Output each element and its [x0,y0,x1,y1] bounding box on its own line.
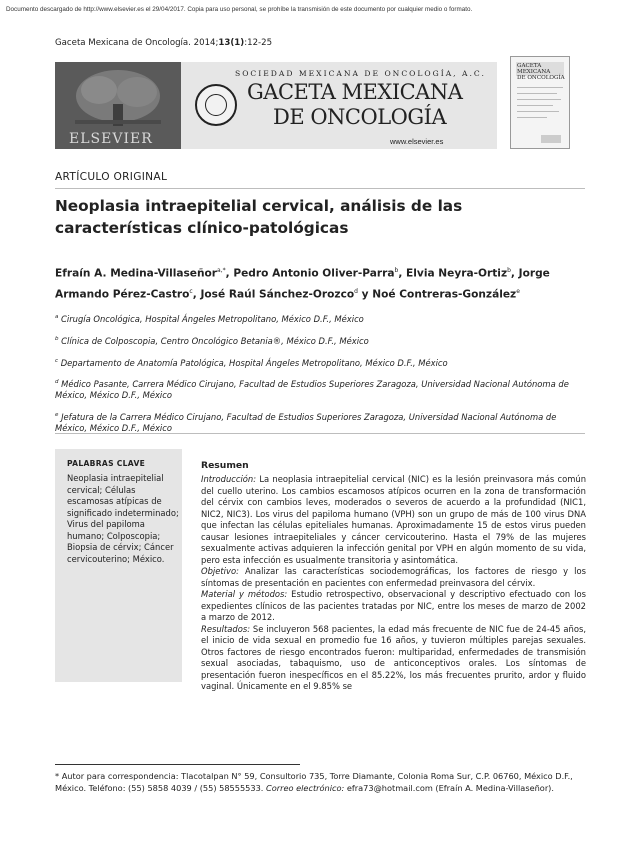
abstract-divider [55,433,585,434]
cover-text-line [517,111,559,112]
abstract-section-label: Objetivo: [201,566,239,576]
author-affiliation-marker: e [516,287,520,295]
abstract-paragraph [201,566,586,589]
cover-text-line [517,117,547,118]
author-name: Elvia Neyra-Ortiz [406,267,508,280]
cover-text-line [517,93,557,94]
abstract-section-label: Introducción: [201,474,257,484]
affiliation-text: Médico Pasante, Carrera Médico Cirujano, Facultad de Estudios Superiores Zaragoza, Universidad Nacional Autónoma de México, México D.F., México [55,379,569,401]
correspondence-footnote [55,770,590,794]
affiliation-marker: c [55,357,59,364]
abstract-section-text: La neoplasia intraepitelial cervical (NIC) es la lesión preinvasora más común del cuello uterino. Los cambios escamosos atípicos ocurren en la zona de transformación del cérvix con cambios leves, moderados o severos de acuerdo a la profundidad (NIC1, NIC2, NIC3). Los virus del papiloma humano (VPH) son un grupo de más de 100 virus DNA que infectan las células epiteliales humanas. Aproximadamente 15 de estos virus pueden causar lesiones intraepiteliales y cáncer cervicouterino. Hasta el 79% de las mujeres sexualmente activas adquieren la infección genital por VPH en algún momento de su vida, pero esta infección es usualmente transitoria y asintomática. [201,474,586,565]
affiliation-marker: e [55,412,59,419]
affiliation-marker: b [55,335,59,342]
affiliation-item [55,312,590,325]
citation-pages: :12-25 [244,38,273,48]
keywords-box [55,449,182,682]
author-affiliation-marker: a,* [217,267,226,274]
author-name: Efraín A. Medina-Villaseñor [55,267,218,280]
journal-name-line1: GACETA MEXICANA [247,80,463,104]
article-title: Neoplasia intraepitelial cervical, análisis de las características clínico-patológicas [55,197,463,237]
cover-badge [541,135,561,143]
abstract-paragraph [201,589,586,624]
affiliation-marker: a [55,314,59,320]
abstract-heading: Resumen [201,460,249,471]
cover-text-line [517,87,563,88]
cover-title-line2: DE ONCOLOGÍA [517,75,565,81]
abstract-section-text: Se incluyeron 568 pacientes, la edad más frecuente de NIC fue de 24-45 años, el inicio de vida sexual en promedio fue 16 años, y tuvieron múltiples parejas sexuales. Otros factores de riesgo encontrados fueron: multiparidad, enfermedades de transmisión sexual asociadas, tabaquismo, uso de anticonceptivos orales. Los síntomas de presentación fueron inespecíficos en el 85.22%, los más frecuentes prurito, ardor y fluido vaginal. Únicamente en el 9.85% se [201,623,586,691]
author-separator: , [225,267,234,280]
author-affiliation-marker: d [354,287,358,295]
footnote-address: * Autor para correspondencia: Tlacotalpan N° 59, Consultorio 735, Torre Diamante, Colonia Roma Sur, C.P. 06760, México D.F., México. Teléfono: (55) 5858 4039 / (55) 58555533. [55,771,573,793]
footnote-email-label: Correo electrónico: [266,783,345,793]
cover-title [517,63,569,81]
abstract-section-text: Analizar las características sociodemográficas, los factores de riesgo y los síntomas de presentación en pacientes con enfermedad preinvasora del cérvix. [201,566,586,588]
citation-volume: 13(1) [218,38,245,48]
author-affiliation-marker: b [507,267,511,274]
abstract-body [201,474,586,693]
keywords-list: Neoplasia intraepitelial cervical; Células escamosas atípicas de significado indeterminado; Virus del papiloma humano; Colposcopia; Biopsia de cérvix; Cáncer cervicouterino; México. [67,473,179,564]
author-affiliation-marker: b [394,267,399,274]
abstract-paragraph [201,624,586,693]
abstract-section-label: Resultados: [201,623,251,634]
article-section-label: ARTÍCULO ORIGINAL [55,171,168,183]
affiliation-text: Departamento de Anatomía Patológica, Hospital Ángeles Metropolitano, México D.F., México [60,357,448,368]
author-separator: , [192,288,201,301]
affiliation-text: Jefatura de la Carrera Médico Cirujano, Facultad de Estudios Superiores Zaragoza, Universidad Nacional Autónoma de México, México D.F., México [55,411,557,433]
section-divider [55,188,585,189]
affiliation-item [55,410,590,434]
footnote-email[interactable]: efra73@hotmail.com (Efraín A. Medina-Villaseñor). [344,783,554,793]
affiliation-item [55,377,590,401]
citation-journal: Gaceta Mexicana de Oncología. 2014; [55,38,219,48]
publisher-name: ELSEVIER [69,131,153,147]
author-name: Pedro Antonio Oliver-Parra [233,267,395,280]
author-separator: , [398,267,407,280]
author-affiliation-marker: c [189,287,193,295]
seal-inner-ring [205,94,227,116]
affiliation-text: Clínica de Colposcopia, Centro Oncológico Betania®, México D.F., México [61,335,369,346]
author-list [55,262,585,303]
elsevier-tree-logo [55,62,181,149]
affiliation-item [55,334,590,347]
journal-cover-thumbnail [510,56,570,149]
journal-citation [55,38,272,48]
keywords-heading: PALABRAS CLAVE [67,459,146,468]
journal-website-link[interactable]: www.elsevier.es [390,137,444,146]
affiliation-item [55,356,590,369]
download-notice: Documento descargado de http://www.elsevier.es el 29/04/2017. Copia para uso personal, se prohíbe la transmisión de este documento por cualquier medio o formato. [6,6,473,13]
society-name: SOCIEDAD MEXICANA DE ONCOLOGÍA, A.C. [235,69,486,78]
cover-text-line [517,99,561,100]
footnote-divider [55,764,300,765]
author-name: Jorge Armando Pérez-Castro [55,267,550,301]
affiliation-marker: d [55,379,59,386]
cover-text-line [517,105,553,106]
affiliation-list [55,312,590,443]
cover-title-line1: GACETA MEXICANA [517,63,551,75]
author-name: Noé Contreras-González [372,288,517,301]
abstract-paragraph [201,474,586,566]
abstract-section-label: Material y métodos: [201,589,288,599]
society-seal-icon [195,84,237,126]
journal-name-line2: DE ONCOLOGÍA [273,105,447,129]
affiliation-text: Cirugía Oncológica, Hospital Ángeles Metropolitano, México D.F., México [61,313,364,324]
author-separator: y [357,288,373,301]
author-name: José Raúl Sánchez-Orozco [200,288,355,301]
abstract-section-text: Estudio retrospectivo, observacional y descriptivo efectuado con los expedientes clínicos de las pacientes tratadas por NIC, entre los meses de marzo de 2002 a marzo de 2012. [201,589,586,622]
journal-header-banner [55,62,497,149]
author-separator: , [510,267,519,280]
